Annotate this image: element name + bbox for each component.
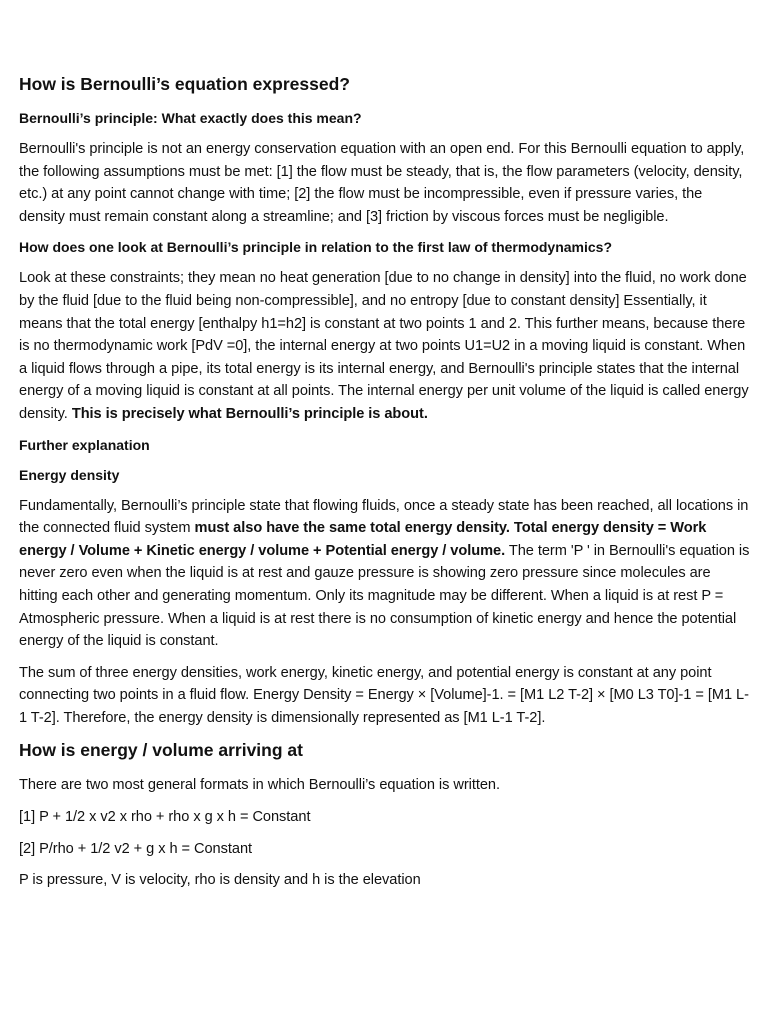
paragraph-symbols: P is pressure, V is velocity, rho is density and h is the elevation (19, 872, 421, 889)
equation-1: [1] P + 1/2 x v2 x rho + rho x g x h = Constant (19, 809, 311, 826)
paragraph-fundamentally (19, 495, 751, 653)
paragraph-thermodynamics (19, 267, 751, 425)
subheading-energy-density: Energy density (19, 466, 120, 483)
subheading-thermodynamics: How does one look at Bernoulli’s principle in relation to the first law of thermodynamics? (19, 239, 613, 256)
paragraph-formats: There are two most general formats in which Bernoulli’s equation is written. (19, 777, 500, 794)
paragraph-thermodynamics-bold: This is precisely what Bernoulli’s principle is about. (71, 405, 428, 422)
main-heading: How is Bernoulli’s equation expressed? (19, 74, 350, 94)
subheading-further-explanation: Further explanation (19, 436, 150, 453)
heading-energy-volume: How is energy / volume arriving at (19, 740, 303, 761)
document-page (19, 72, 751, 901)
paragraph-fundamentally-lead: Fundamentally, Bernoulli’s principle state that flowing fluids, once a steady state has been reached, all locations in the connected fluid system (19, 497, 749, 537)
equation-2: [2] P/rho + 1/2 v2 + g x h = Constant (19, 840, 253, 857)
paragraph-meaning: Bernoulli's principle is not an energy conservation equation with an open end. For this Bernoulli equation to apply, the following assumptions must be met: [1] the flow must be steady, that is, the flow parameters (velocity, density, etc.) at any point cannot change with time; [2] the flow must be incompressible, even if pressure varies, the density must remain constant along a streamline; and [3] friction by viscous forces must be negligible. (19, 141, 745, 225)
paragraph-sum-energy-densities: The sum of three energy densities, work energy, kinetic energy, and potential energy is constant at any point connecting two points in a fluid flow. Energy Density = Energy × [Volume]-1. = [M1 L2 T-2] × [M0 L3 T0]-1 = [M1 L-1 T-2]. Therefore, the energy density is dimensionally represented as [M1 L-1 T-2]. (19, 664, 749, 726)
paragraph-fundamentally-bold: must also have the same total energy density. Total energy density = Work energy / Volume + Kinetic energy / volume + Potential energy / volume. (19, 520, 707, 559)
subheading-meaning: Bernoulli’s principle: What exactly does this mean? (19, 110, 362, 126)
paragraph-fundamentally-rest: The term 'P ' in Bernoulli's equation is never zero even when the liquid is at rest and gauze pressure is showing zero pressure since molecules are hitting each other and generating momentum. Only its magnitude may be different. When a liquid is at rest P = Atmospheric pressure. When a liquid is at rest there is no consumption of kinetic energy and hence the potential energy of the liquid is constant. (19, 542, 750, 650)
paragraph-thermodynamics-text: Look at these constraints; they mean no heat generation [due to no change in density] into the fluid, no work done by the fluid [due to the fluid being non-compressible], and no entropy [due to constant density] Essentially, it means that the total energy [enthalpy h1=h2] is constant at two points 1 and 2. This further means, because there is no thermodynamic work [PdV =0], the internal energy at two points U1=U2 in a moving liquid is constant. When a liquid flows through a pipe, its total energy is its internal energy, and Bernoulli's principle states that the internal energy of a moving liquid is constant at all points. The internal energy per unit volume of the liquid is called energy density. (19, 270, 749, 422)
